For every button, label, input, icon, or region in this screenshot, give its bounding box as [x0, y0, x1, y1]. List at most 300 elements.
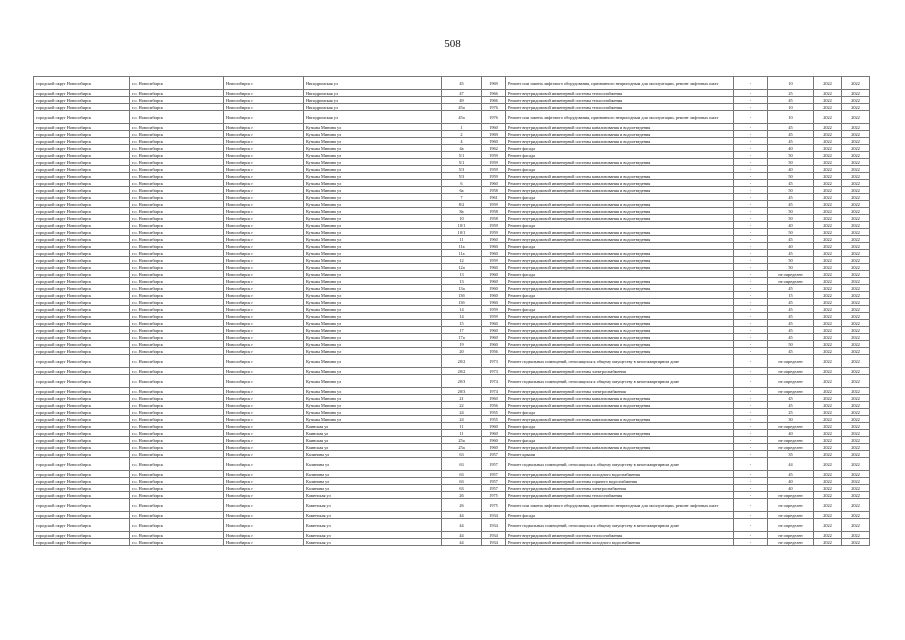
house-number-cell: 12а — [442, 264, 482, 271]
city-cell: Новосибирск г — [224, 257, 304, 264]
district-cell: г.о. Новосибирск — [130, 539, 224, 546]
municipality-cell: городской округ Новосибирск — [34, 90, 130, 97]
house-number-cell: 25а — [442, 437, 482, 444]
table-row — [34, 173, 870, 180]
street-cell: Калинина ул — [304, 471, 442, 478]
city-cell: Новосибирск г — [224, 201, 304, 208]
end-year-cell: 2022 — [842, 131, 870, 138]
municipality-cell: городской округ Новосибирск — [34, 138, 130, 145]
end-year-cell: 2022 — [842, 222, 870, 229]
city-cell: Новосибирск г — [224, 355, 304, 368]
year-built-cell: 1960 — [482, 341, 506, 348]
district-cell: г.о. Новосибирск — [130, 402, 224, 409]
district-cell: г.о. Новосибирск — [130, 409, 224, 416]
district-cell: г.о. Новосибирск — [130, 111, 224, 124]
start-year-cell: 2022 — [814, 409, 842, 416]
street-cell: Ниподромская ул — [304, 97, 442, 104]
start-year-cell: 2022 — [814, 208, 842, 215]
start-year-cell: 2022 — [814, 236, 842, 243]
city-cell: Новосибирск г — [224, 124, 304, 131]
start-year-cell: 2022 — [814, 194, 842, 201]
duration-cell: 25 — [768, 409, 814, 416]
start-year-cell: 2022 — [814, 111, 842, 124]
municipality-cell: городской округ Новосибирск — [34, 355, 130, 368]
year-built-cell: 1958 — [482, 215, 506, 222]
start-year-cell: 2022 — [814, 519, 842, 532]
duration-cell: 50 — [768, 208, 814, 215]
duration-cell: 25 — [768, 90, 814, 97]
city-cell: Новосибирск г — [224, 208, 304, 215]
start-year-cell: 2022 — [814, 292, 842, 299]
work-type-cell: Ремонт фасада — [506, 243, 734, 250]
district-cell: г.о. Новосибирск — [130, 485, 224, 492]
house-number-cell: 45 — [442, 77, 482, 90]
city-cell: Новосибирск г — [224, 492, 304, 499]
duration-cell: 30 — [768, 416, 814, 423]
municipality-cell: городской округ Новосибирск — [34, 334, 130, 341]
work-type-cell: Ремонт фасада — [506, 145, 734, 152]
year-built-cell: 1957 — [482, 478, 506, 485]
municipality-cell: городской округ Новосибирск — [34, 208, 130, 215]
work-type-cell: Ремонт внутридомовой инженерной системы канализования и водоотведения — [506, 430, 734, 437]
duration-cell: 40 — [768, 430, 814, 437]
street-cell: Каменская ул — [304, 532, 442, 539]
municipality-cell: городской округ Новосибирск — [34, 320, 130, 327]
duration-cell: 50 — [768, 187, 814, 194]
work-type-cell: Ремонт фасада — [506, 437, 734, 444]
municipality-cell: городской округ Новосибирск — [34, 451, 130, 458]
start-year-cell: 2022 — [814, 173, 842, 180]
street-cell: Кузьмы Минина ул — [304, 173, 442, 180]
house-number-cell: 63 — [442, 458, 482, 471]
work-type-cell: Ремонт внутридомовой инженерной системы канализования и водоотведения — [506, 395, 734, 402]
street-cell: Кузьмы Минина ул — [304, 145, 442, 152]
table-row — [34, 348, 870, 355]
municipality-cell: городской округ Новосибирск — [34, 519, 130, 532]
city-cell: Новосибирск г — [224, 320, 304, 327]
start-year-cell: 2022 — [814, 375, 842, 388]
municipality-cell: городской округ Новосибирск — [34, 187, 130, 194]
house-number-cell: 26 — [442, 492, 482, 499]
house-number-cell: 13б — [442, 299, 482, 306]
work-type-cell: Ремонт внутридомовой инженерной системы теплоснабжения — [506, 90, 734, 97]
dash-cell: - — [734, 388, 768, 395]
municipality-cell: городской округ Новосибирск — [34, 299, 130, 306]
duration-cell: 40 — [768, 243, 814, 250]
city-cell: Новосибирск г — [224, 458, 304, 471]
year-built-cell: 1957 — [482, 471, 506, 478]
duration-cell: 45 — [768, 402, 814, 409]
city-cell: Новосибирск г — [224, 341, 304, 348]
street-cell: Кузьмы Минина ул — [304, 388, 442, 395]
city-cell: Новосибирск г — [224, 285, 304, 292]
start-year-cell: 2022 — [814, 299, 842, 306]
work-type-cell: Ремонт фасада — [506, 423, 734, 430]
dash-cell: - — [734, 208, 768, 215]
end-year-cell: 2022 — [842, 388, 870, 395]
district-cell: г.о. Новосибирск — [130, 451, 224, 458]
start-year-cell: 2022 — [814, 532, 842, 539]
table-row — [34, 201, 870, 208]
year-built-cell: 1969 — [482, 131, 506, 138]
duration-cell: 45 — [768, 194, 814, 201]
work-type-cell: Ремонт фасада — [506, 512, 734, 519]
end-year-cell: 2022 — [842, 375, 870, 388]
page-number: 508 — [444, 38, 461, 50]
start-year-cell: 2022 — [814, 430, 842, 437]
table-row — [34, 271, 870, 278]
year-built-cell: 1975 — [482, 492, 506, 499]
duration-cell: 45 — [768, 236, 814, 243]
house-number-cell: 44 — [442, 512, 482, 519]
dash-cell: - — [734, 499, 768, 512]
start-year-cell: 2022 — [814, 229, 842, 236]
start-year-cell: 2022 — [814, 451, 842, 458]
table-row — [34, 451, 870, 458]
district-cell: г.о. Новосибирск — [130, 173, 224, 180]
city-cell: Новосибирск г — [224, 532, 304, 539]
start-year-cell: 2022 — [814, 355, 842, 368]
table-row — [34, 327, 870, 334]
work-type-cell: Ремонт внутридомовой инженерной системы электроснабжения — [506, 485, 734, 492]
dash-cell: - — [734, 492, 768, 499]
city-cell: Новосибирск г — [224, 250, 304, 257]
municipality-cell: городской округ Новосибирск — [34, 327, 130, 334]
year-built-cell: 1960 — [482, 180, 506, 187]
dash-cell: - — [734, 97, 768, 104]
end-year-cell: 2022 — [842, 97, 870, 104]
house-number-cell: 11а — [442, 250, 482, 257]
end-year-cell: 2022 — [842, 145, 870, 152]
start-year-cell: 2022 — [814, 97, 842, 104]
dash-cell: - — [734, 348, 768, 355]
end-year-cell: 2022 — [842, 423, 870, 430]
dash-cell: - — [734, 104, 768, 111]
start-year-cell: 2022 — [814, 201, 842, 208]
house-number-cell: 5/3 — [442, 173, 482, 180]
year-built-cell: 1960 — [482, 292, 506, 299]
municipality-cell: городской округ Новосибирск — [34, 292, 130, 299]
duration-cell: не определен — [768, 444, 814, 451]
dash-cell: - — [734, 264, 768, 271]
table-row — [34, 375, 870, 388]
city-cell: Новосибирск г — [224, 478, 304, 485]
municipality-cell: городской округ Новосибирск — [34, 471, 130, 478]
house-number-cell: 10 — [442, 215, 482, 222]
table-row — [34, 499, 870, 512]
house-number-cell: 14 — [442, 313, 482, 320]
work-type-cell: Ремонт внутридомовой инженерной системы канализования и водоотведения — [506, 278, 734, 285]
house-number-cell: 11 — [442, 236, 482, 243]
house-number-cell: 45а — [442, 111, 482, 124]
street-cell: Кузьмы Минина ул — [304, 138, 442, 145]
municipality-cell: городской округ Новосибирск — [34, 485, 130, 492]
municipality-cell: городской округ Новосибирск — [34, 97, 130, 104]
street-cell: Кузьмы Минина ул — [304, 264, 442, 271]
work-type-cell: Ремонт внутридомовой инженерной системы горячего водоснабжения — [506, 478, 734, 485]
year-built-cell: 1960 — [482, 334, 506, 341]
house-number-cell: 12 — [442, 257, 482, 264]
city-cell: Новосибирск г — [224, 512, 304, 519]
end-year-cell: 2022 — [842, 402, 870, 409]
year-built-cell: 1960 — [482, 236, 506, 243]
table-row — [34, 243, 870, 250]
duration-cell: 15 — [768, 292, 814, 299]
start-year-cell: 2022 — [814, 278, 842, 285]
municipality-cell: городской округ Новосибирск — [34, 180, 130, 187]
dash-cell: - — [734, 519, 768, 532]
dash-cell: - — [734, 77, 768, 90]
street-cell: Каинская ул — [304, 444, 442, 451]
house-number-cell: 45а — [442, 104, 482, 111]
district-cell: г.о. Новосибирск — [130, 292, 224, 299]
dash-cell: - — [734, 152, 768, 159]
municipality-cell: городской округ Новосибирск — [34, 201, 130, 208]
work-type-cell: Ремонт внутридомовой инженерной системы канализования и водоотведения — [506, 320, 734, 327]
start-year-cell: 2022 — [814, 327, 842, 334]
municipality-cell: городской округ Новосибирск — [34, 145, 130, 152]
year-built-cell: 1959 — [482, 313, 506, 320]
dash-cell: - — [734, 243, 768, 250]
street-cell: Кузьмы Минина ул — [304, 215, 442, 222]
duration-cell: не определен — [768, 437, 814, 444]
municipality-cell: городской округ Новосибирск — [34, 416, 130, 423]
street-cell: Кузьмы Минина ул — [304, 402, 442, 409]
street-cell: Кузьмы Минина ул — [304, 327, 442, 334]
table-row — [34, 409, 870, 416]
dash-cell: - — [734, 187, 768, 194]
district-cell: г.о. Новосибирск — [130, 264, 224, 271]
dash-cell: - — [734, 539, 768, 546]
start-year-cell: 2022 — [814, 341, 842, 348]
city-cell: Новосибирск г — [224, 519, 304, 532]
end-year-cell: 2022 — [842, 159, 870, 166]
house-number-cell: 6 — [442, 180, 482, 187]
house-number-cell: 17 — [442, 327, 482, 334]
house-number-cell: 13б — [442, 292, 482, 299]
start-year-cell: 2022 — [814, 90, 842, 97]
work-type-cell: Ремонт внутридомовой инженерной системы канализования и водоотведения — [506, 299, 734, 306]
work-type-cell: Ремонт внутридомовой инженерной системы теплоснабжения — [506, 532, 734, 539]
duration-cell: не определен — [768, 388, 814, 395]
house-number-cell: 5/1 — [442, 159, 482, 166]
work-type-cell: Ремонт внутридомовой инженерной системы канализования и водоотведения — [506, 215, 734, 222]
duration-cell: не определен — [768, 278, 814, 285]
work-type-cell: Ремонт внутридомовой инженерной системы холодного водоснабжения — [506, 539, 734, 546]
municipality-cell: городской округ Новосибирск — [34, 478, 130, 485]
work-type-cell: Ремонт внутридомовой инженерной системы канализования и водоотведения — [506, 444, 734, 451]
municipality-cell: городской округ Новосибирск — [34, 194, 130, 201]
house-number-cell: 20/3 — [442, 388, 482, 395]
house-number-cell: 11а — [442, 243, 482, 250]
year-built-cell: 1960 — [482, 423, 506, 430]
work-type-cell: Ремонт внутридомовой инженерной системы холодного водоснабжения — [506, 471, 734, 478]
duration-cell: 45 — [768, 131, 814, 138]
work-type-cell: Ремонт внутридомовой инженерной системы канализования и водоотведения — [506, 348, 734, 355]
start-year-cell: 2022 — [814, 313, 842, 320]
end-year-cell: 2022 — [842, 458, 870, 471]
year-built-cell: 1974 — [482, 388, 506, 395]
municipality-cell: городской округ Новосибирск — [34, 159, 130, 166]
municipality-cell: городской округ Новосибирск — [34, 243, 130, 250]
street-cell: Кузьмы Минина ул — [304, 299, 442, 306]
table-row — [34, 250, 870, 257]
house-number-cell: 2 — [442, 131, 482, 138]
year-built-cell: 1975 — [482, 499, 506, 512]
duration-cell: не определен — [768, 512, 814, 519]
duration-cell: 40 — [768, 166, 814, 173]
year-built-cell: 1959 — [482, 152, 506, 159]
district-cell: г.о. Новосибирск — [130, 257, 224, 264]
end-year-cell: 2022 — [842, 437, 870, 444]
work-type-cell: Ремонт внутридомовой инженерной системы канализования и водоотведения — [506, 208, 734, 215]
work-type-cell: Ремонт крыши — [506, 451, 734, 458]
city-cell: Новосибирск г — [224, 180, 304, 187]
table-row — [34, 512, 870, 519]
table-row — [34, 341, 870, 348]
city-cell: Новосибирск г — [224, 131, 304, 138]
start-year-cell: 2022 — [814, 471, 842, 478]
street-cell: Кузьмы Минина ул — [304, 395, 442, 402]
start-year-cell: 2022 — [814, 306, 842, 313]
house-number-cell: 15 — [442, 320, 482, 327]
work-type-cell: Ремонт внутридомовой инженерной системы канализования и водоотведения — [506, 402, 734, 409]
year-built-cell: 1934 — [482, 539, 506, 546]
street-cell: Кузьмы Минина ул — [304, 292, 442, 299]
city-cell: Новосибирск г — [224, 334, 304, 341]
work-type-cell: Ремонт внутридомовой инженерной системы канализования и водоотведения — [506, 138, 734, 145]
end-year-cell: 2022 — [842, 499, 870, 512]
street-cell: Ниподромская ул — [304, 111, 442, 124]
work-type-cell: Ремонт внутридомовой инженерной системы канализования и водоотведения — [506, 264, 734, 271]
city-cell: Новосибирск г — [224, 485, 304, 492]
year-built-cell: 1960 — [482, 299, 506, 306]
table-row — [34, 478, 870, 485]
start-year-cell: 2022 — [814, 402, 842, 409]
dash-cell: - — [734, 257, 768, 264]
city-cell: Новосибирск г — [224, 229, 304, 236]
table-row — [34, 355, 870, 368]
house-number-cell: 21 — [442, 395, 482, 402]
district-cell: г.о. Новосибирск — [130, 215, 224, 222]
work-type-cell: Ремонт внутридомовой инженерной системы канализования и водоотведения — [506, 327, 734, 334]
district-cell: г.о. Новосибирск — [130, 388, 224, 395]
street-cell: Ниподромская ул — [304, 77, 442, 90]
table-row — [34, 159, 870, 166]
district-cell: г.о. Новосибирск — [130, 327, 224, 334]
start-year-cell: 2022 — [814, 257, 842, 264]
work-type-cell: Ремонт внутридомовой инженерной системы канализования и водоотведения — [506, 173, 734, 180]
street-cell: Кузьмы Минина ул — [304, 313, 442, 320]
table-row — [34, 257, 870, 264]
duration-cell: 45 — [768, 124, 814, 131]
district-cell: г.о. Новосибирск — [130, 271, 224, 278]
year-built-cell: 1966 — [482, 90, 506, 97]
end-year-cell: 2022 — [842, 299, 870, 306]
table-row — [34, 90, 870, 97]
table-row — [34, 166, 870, 173]
house-number-cell: 63 — [442, 451, 482, 458]
house-number-cell: 5/3 — [442, 166, 482, 173]
dash-cell: - — [734, 201, 768, 208]
house-number-cell: 63 — [442, 478, 482, 485]
city-cell: Новосибирск г — [224, 313, 304, 320]
city-cell: Новосибирск г — [224, 111, 304, 124]
table-row — [34, 368, 870, 375]
dash-cell: - — [734, 278, 768, 285]
dash-cell: - — [734, 299, 768, 306]
year-built-cell: 1974 — [482, 375, 506, 388]
work-type-cell: Ремонт фасада — [506, 409, 734, 416]
duration-cell: 45 — [768, 285, 814, 292]
municipality-cell: городской округ Новосибирск — [34, 77, 130, 90]
duration-cell: 45 — [768, 201, 814, 208]
end-year-cell: 2022 — [842, 409, 870, 416]
work-type-cell: Ремонт подвальных помещений, относящихся к общему имуществу в многоквартирном доме — [506, 519, 734, 532]
duration-cell: 45 — [768, 471, 814, 478]
house-number-cell: 8/2 — [442, 201, 482, 208]
dash-cell: - — [734, 485, 768, 492]
table-row — [34, 539, 870, 546]
table-row — [34, 402, 870, 409]
house-number-cell: 24 — [442, 416, 482, 423]
house-number-cell: 63 — [442, 485, 482, 492]
district-cell: г.о. Новосибирск — [130, 334, 224, 341]
work-type-cell: Ремонт фасада — [506, 222, 734, 229]
work-type-cell: Ремонт внутридомовой инженерной системы теплоснабжения — [506, 492, 734, 499]
table-row — [34, 492, 870, 499]
duration-cell: 50 — [768, 264, 814, 271]
city-cell: Новосибирск г — [224, 409, 304, 416]
house-number-cell: 49 — [442, 97, 482, 104]
table-row — [34, 215, 870, 222]
year-built-cell: 1958 — [482, 208, 506, 215]
dash-cell: - — [734, 285, 768, 292]
street-cell: Кузьмы Минина ул — [304, 355, 442, 368]
year-built-cell: 1960 — [482, 138, 506, 145]
start-year-cell: 2022 — [814, 243, 842, 250]
city-cell: Новосибирск г — [224, 430, 304, 437]
start-year-cell: 2022 — [814, 478, 842, 485]
district-cell: г.о. Новосибирск — [130, 492, 224, 499]
end-year-cell: 2022 — [842, 539, 870, 546]
street-cell: Калинина ул — [304, 451, 442, 458]
city-cell: Новосибирск г — [224, 451, 304, 458]
year-built-cell: 1960 — [482, 250, 506, 257]
district-cell: г.о. Новосибирск — [130, 131, 224, 138]
city-cell: Новосибирск г — [224, 236, 304, 243]
table-row — [34, 285, 870, 292]
end-year-cell: 2022 — [842, 215, 870, 222]
house-number-cell: 22 — [442, 402, 482, 409]
street-cell: Кузьмы Минина ул — [304, 257, 442, 264]
dash-cell: - — [734, 478, 768, 485]
house-number-cell: 10/1 — [442, 229, 482, 236]
street-cell: Кузьмы Минина ул — [304, 131, 442, 138]
work-type-cell: Ремонт внутридомовой инженерной системы электроснабжения — [506, 368, 734, 375]
table-row — [34, 229, 870, 236]
duration-cell: 50 — [768, 341, 814, 348]
year-built-cell: 1960 — [482, 278, 506, 285]
end-year-cell: 2022 — [842, 485, 870, 492]
district-cell: г.о. Новосибирск — [130, 97, 224, 104]
end-year-cell: 2022 — [842, 194, 870, 201]
start-year-cell: 2022 — [814, 124, 842, 131]
year-built-cell: 1934 — [482, 532, 506, 539]
district-cell: г.о. Новосибирск — [130, 306, 224, 313]
dash-cell: - — [734, 180, 768, 187]
start-year-cell: 2022 — [814, 131, 842, 138]
